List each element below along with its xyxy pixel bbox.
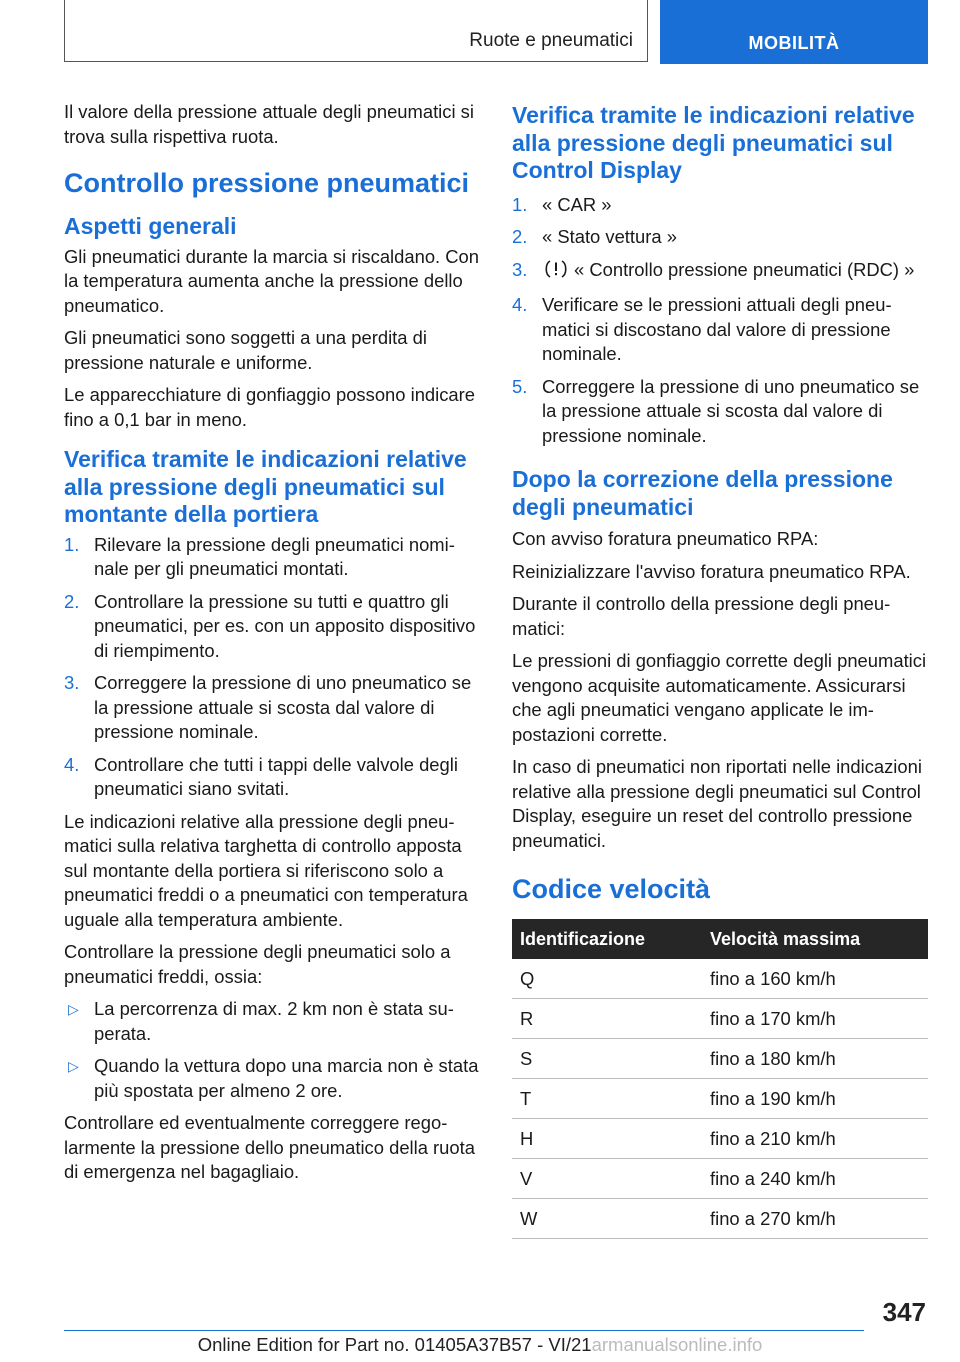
table-cell: fino a 160 km/h (702, 959, 928, 999)
cold-conditions-list (64, 997, 480, 1103)
step-text: Controllare la pressione su tutti e quattro gli pneumatici, per es. con un apposito dispositivo di riempimento. (94, 590, 476, 661)
step-number: 1. (64, 533, 80, 555)
footer-watermark: armanualsonline.info (591, 1334, 763, 1355)
step-number: 1. (512, 193, 528, 215)
step-number: 4. (512, 294, 528, 315)
table-row (512, 1079, 928, 1119)
table-cell: fino a 210 km/h (702, 1119, 928, 1159)
intro-paragraph: Il valore della pressione attuale degli pneumatici si trova sulla rispettiva ruota. (64, 101, 474, 147)
step-text: « CAR » (542, 193, 612, 215)
column-header: Identificazione (512, 919, 702, 959)
table-cell: S (512, 1039, 702, 1079)
table-row (512, 1199, 928, 1239)
left-column (64, 100, 480, 1193)
table-row (512, 959, 928, 999)
list-item (64, 533, 480, 582)
footer-divider (64, 1330, 864, 1331)
paragraph: Gli pneumatici sono soggetti a una perdita di pressione naturale e uniforme. (64, 327, 427, 373)
step-number: 5. (512, 375, 528, 397)
table-cell: fino a 170 km/h (702, 999, 928, 1039)
list-item (512, 225, 928, 250)
heading-control-display: Verifica tramite le indicazioni relative alla pressione degli pneumatici sul Control Display (512, 102, 915, 183)
list-item (512, 293, 928, 367)
column-header: Velocità massima (702, 919, 928, 959)
table-row (512, 1119, 928, 1159)
table-cell: fino a 190 km/h (702, 1079, 928, 1119)
list-item (512, 258, 928, 286)
step-number: 2. (512, 226, 528, 247)
footer-edition-text: Online Edition for Part no. 01405A37B57 - VI/21 (197, 1334, 592, 1355)
paragraph: Reinizializzare l'avviso foratura pneumatico RPA. (512, 560, 911, 582)
control-display-steps-list (512, 193, 928, 449)
header-box (64, 0, 648, 62)
table-cell: V (512, 1159, 702, 1199)
heading-after-correction: Dopo la correzione della pressione degli pneumatici (512, 466, 893, 520)
paragraph: In caso di pneumatici non riportati nelle indicazioni relative alla pressione degli pneumatici sul Control Display, eseguire un reset del controllo pressione pneumatici. (512, 756, 922, 851)
door-steps-list (64, 533, 480, 802)
step-number: 4. (64, 753, 80, 775)
section-title: Ruote e pneumatici (469, 30, 633, 51)
table-cell: fino a 240 km/h (702, 1159, 928, 1199)
heading-speed-code: Codice velocità (512, 874, 711, 904)
step-text: « Controllo pressione pneumatici (RDC) » (574, 258, 915, 280)
step-number: 3. (64, 672, 80, 693)
paragraph: Le apparecchiature di gonfiaggio possono indicare fino a 0,1 bar in meno. (64, 384, 476, 430)
step-text: Correggere la pressione di uno pneumatico se la pressione attuale si scosta dal valore di pressione nominale. (542, 375, 920, 446)
paragraph: Controllare ed eventualmente correggere regolarmente la pressione dello pneumatico della ruota di emergenza nel bagagliaio. (64, 1112, 475, 1182)
table-row (512, 1039, 928, 1079)
table-header-row (512, 919, 928, 959)
table-cell: fino a 180 km/h (702, 1039, 928, 1079)
page-header (64, 0, 928, 64)
step-text: Verificare se le pressioni attuali degli pneumatici si discostano dal valore di pressione nominale. (542, 294, 892, 364)
table-cell: H (512, 1119, 702, 1159)
bullet-text: La percorrenza di max. 2 km non è stata superata. (94, 998, 454, 1044)
paragraph: Durante il controllo della pressione degli pneumatici: (512, 593, 891, 639)
table-row (512, 999, 928, 1039)
tire-pressure-warning-icon (544, 259, 568, 286)
chapter-label: MOBILITÀ (748, 33, 840, 53)
table-cell: fino a 270 km/h (702, 1199, 928, 1239)
page-number: 347 (882, 1297, 926, 1327)
page-footer (0, 1334, 960, 1356)
list-item (512, 375, 928, 449)
table-cell: T (512, 1079, 702, 1119)
table-cell: R (512, 999, 702, 1039)
triangle-bullet-icon: ▷ (68, 1058, 79, 1074)
heading-pressure-control: Controllo pressione pneumatici (64, 168, 470, 198)
step-text: Rilevare la pressione degli pneumatici nominale per gli pneumatici montati. (94, 533, 455, 579)
list-item (64, 671, 480, 745)
chapter-tab (660, 0, 928, 64)
step-text: Controllare che tutti i tappi delle valvole degli pneumatici siano svitati. (94, 753, 458, 799)
table-cell: Q (512, 959, 702, 999)
bullet-text: Quando la vettura dopo una marcia non è stata più spostata per almeno 2 ore. (94, 1055, 479, 1101)
table-cell: W (512, 1199, 702, 1239)
heading-door-pillar: Verifica tramite le indicazioni relative alla pressione degli pneumatici sul montante della portiera (64, 446, 467, 527)
paragraph: Controllare la pressione degli pneumatici solo a pneumatici freddi, ossia: (64, 941, 451, 987)
triangle-bullet-icon: ▷ (68, 1001, 79, 1017)
step-number: 3. (512, 258, 528, 280)
step-text: Correggere la pressione di uno pneumatico se la pressione attuale si scosta dal valore di pressione nominale. (94, 672, 472, 742)
paragraph: Con avviso foratura pneumatico RPA: (512, 528, 819, 549)
table-row (512, 1159, 928, 1199)
heading-general: Aspetti generali (64, 213, 237, 239)
paragraph: Le pressioni di gonfiaggio corrette degli pneumatici vengono acquisite automaticamente. Assicurarsi che agli pneumatici vengano applicate le impostazioni corrette. (512, 650, 927, 745)
list-item (64, 753, 480, 802)
paragraph: Le indicazioni relative alla pressione degli pneumatici sulla relativa targhetta di controllo apposta sul montante della portiera si riferiscono solo a pneumatici freddi o a pneumatici con temperatura uguale alla temperatura ambiente. (64, 810, 468, 930)
list-item (64, 590, 480, 664)
step-text: « Stato vettura » (542, 226, 677, 247)
list-item (64, 1054, 480, 1103)
step-number: 2. (64, 590, 80, 612)
paragraph: Gli pneumatici durante la marcia si riscaldano. Con la temperatura aumenta anche la pressione dello pneumatico. (64, 245, 480, 316)
speed-code-table (512, 919, 928, 1239)
list-item (512, 193, 928, 218)
right-column (512, 100, 928, 1239)
list-item (64, 997, 480, 1046)
